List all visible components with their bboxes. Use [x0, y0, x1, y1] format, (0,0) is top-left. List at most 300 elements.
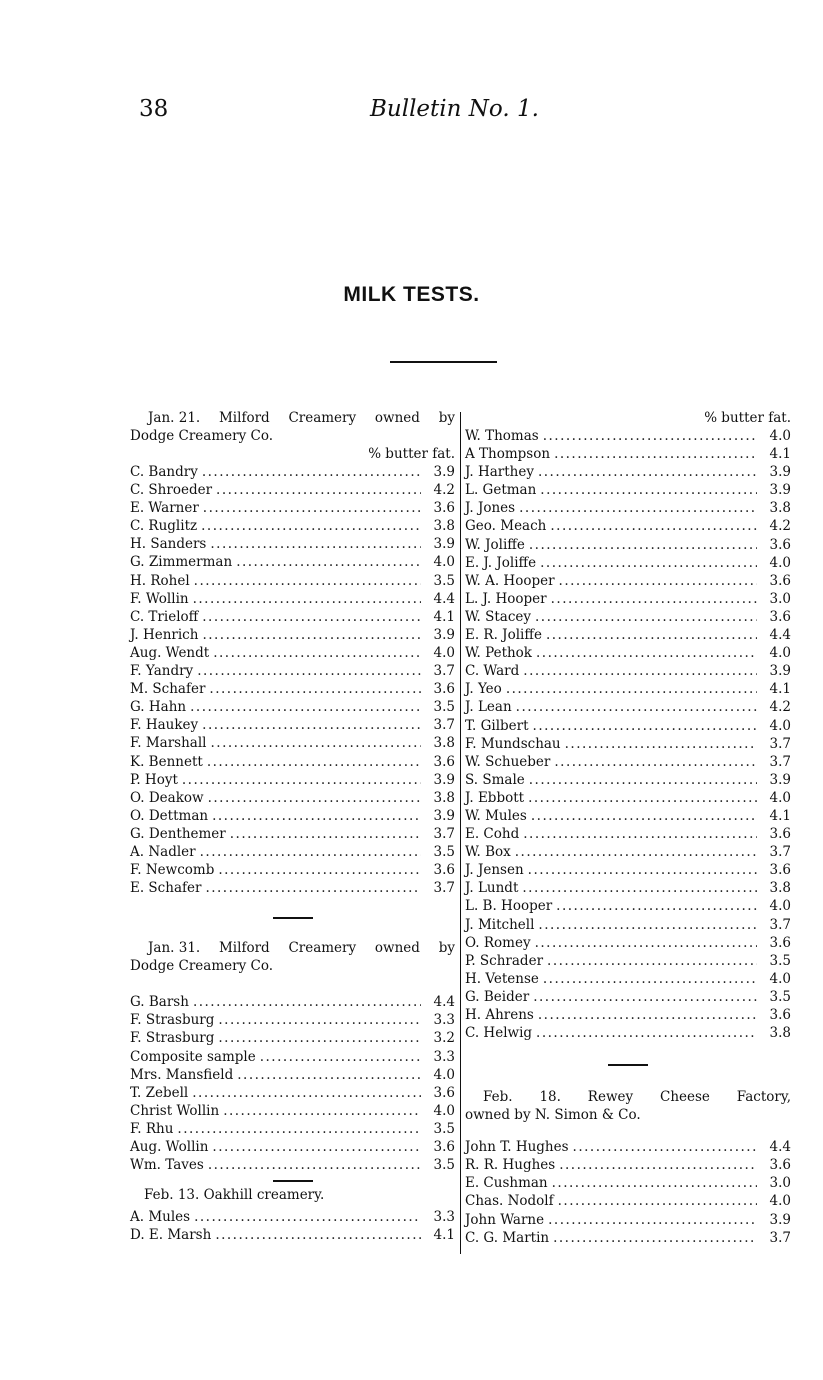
table-row — [130, 590, 455, 608]
leader-dots — [212, 807, 421, 825]
butter-fat-value: 3.6 — [433, 500, 455, 517]
patron-name: H. Vetense — [465, 970, 539, 987]
leader-dots — [237, 1066, 421, 1084]
patron-name: E. R. Joliffe — [465, 627, 542, 644]
patron-name: J. Lean — [465, 699, 512, 716]
patron-name: T. Gilbert — [465, 717, 529, 734]
leader-dots — [202, 626, 421, 644]
butter-fat-value: 3.9 — [433, 807, 455, 824]
butter-fat-value: 3.6 — [433, 753, 455, 770]
patron-name: John Warne — [465, 1211, 545, 1228]
butter-fat-value: 3.9 — [769, 771, 791, 788]
patron-name: D. E. Marsh — [130, 1227, 212, 1244]
patron-name: C. Trieloff — [130, 608, 199, 625]
butter-fat-value: 4.0 — [769, 898, 791, 915]
leader-dots — [573, 1138, 757, 1156]
section-feb-18-heading — [465, 1088, 791, 1124]
patron-name: F. Yandry — [130, 663, 194, 680]
table-row — [130, 572, 455, 590]
patron-name: A Thompson — [465, 446, 551, 463]
butter-fat-value: 4.1 — [769, 446, 791, 463]
butter-fat-value: 3.8 — [769, 1025, 791, 1042]
leader-dots — [193, 993, 421, 1011]
unit-label: % butter fat. — [704, 410, 791, 426]
leader-dots — [208, 1156, 421, 1174]
heading-word: Cheese — [660, 1089, 710, 1106]
table-row — [130, 716, 455, 734]
butter-fat-value: 4.4 — [433, 994, 455, 1011]
table-row — [465, 445, 791, 463]
leader-dots — [190, 698, 421, 716]
patron-name: Christ Wollin — [130, 1102, 220, 1119]
table-row — [465, 916, 791, 934]
butter-fat-value: 3.9 — [769, 464, 791, 481]
butter-fat-value: 3.5 — [433, 1157, 455, 1174]
butter-fat-value: 3.9 — [433, 536, 455, 553]
patron-name: Wm. Taves — [130, 1157, 204, 1174]
table-row — [465, 608, 791, 626]
table-row — [130, 608, 455, 626]
butter-fat-value: 3.5 — [769, 952, 791, 969]
patron-name: W. Joliffe — [465, 536, 525, 553]
leader-dots — [223, 1102, 421, 1120]
patron-name: Aug. Wendt — [130, 644, 210, 661]
butter-fat-value: 4.4 — [769, 1139, 791, 1156]
table-row — [130, 1011, 455, 1029]
running-title: Bulletin No. 1. — [370, 96, 539, 122]
butter-fat-value: 3.6 — [769, 826, 791, 843]
leader-dots — [552, 1174, 757, 1192]
table-row — [465, 771, 791, 789]
patron-name: K. Bennett — [130, 753, 203, 770]
leader-dots — [201, 517, 421, 535]
table-row — [130, 1029, 455, 1047]
patron-name: L. Getman — [465, 482, 537, 499]
leader-dots — [519, 499, 757, 517]
patron-name: F. Rhu — [130, 1120, 174, 1137]
patron-name: J. Harthey — [465, 464, 534, 481]
butter-fat-value: 3.7 — [769, 844, 791, 861]
table-row — [130, 1156, 455, 1174]
leader-dots — [523, 825, 757, 843]
butter-fat-value: 4.0 — [769, 645, 791, 662]
patron-name: C. Shroeder — [130, 482, 213, 499]
table-row — [465, 717, 791, 735]
butter-fat-value: 3.5 — [433, 572, 455, 589]
patron-name: Composite sample — [130, 1048, 256, 1065]
leader-dots — [547, 952, 757, 970]
butter-fat-value: 3.5 — [433, 1120, 455, 1137]
patron-name: G. Beider — [465, 988, 530, 1005]
butter-fat-value: 3.7 — [433, 825, 455, 842]
table-row — [465, 1192, 791, 1210]
leader-dots — [556, 897, 757, 915]
leader-dots — [522, 879, 757, 897]
butter-fat-value: 3.6 — [433, 1139, 455, 1155]
butter-fat-value: 4.0 — [769, 970, 791, 987]
table-row — [465, 662, 791, 680]
table-row — [130, 481, 455, 499]
table-row — [130, 1102, 455, 1120]
patron-name: T. Zebell — [130, 1084, 189, 1101]
heading-word: Jan. 31. — [148, 940, 201, 957]
butter-fat-value: 3.6 — [769, 1157, 791, 1174]
table-row — [465, 463, 791, 481]
table-row — [465, 1211, 791, 1229]
heading-word: Creamery — [288, 940, 357, 957]
table-row — [465, 644, 791, 662]
table-row — [465, 897, 791, 915]
butter-fat-value: 3.3 — [433, 1209, 455, 1226]
patron-name: J. Yeo — [465, 681, 502, 698]
patron-name: F. Mundschau — [465, 735, 561, 752]
table-row — [130, 753, 455, 771]
patron-name: J. Henrich — [130, 626, 199, 643]
section-heading-line: Dodge Creamery Co. — [130, 428, 274, 444]
section-feb-13-list — [130, 1208, 455, 1244]
butter-fat-value: 3.6 — [769, 536, 791, 553]
section-jan-21-heading — [130, 409, 455, 445]
leader-dots — [536, 644, 757, 662]
butter-fat-value: 3.7 — [769, 1229, 791, 1246]
right-column — [465, 409, 791, 1247]
butter-fat-value: 4.4 — [433, 590, 455, 607]
butter-fat-value: 3.6 — [769, 934, 791, 951]
butter-fat-value: 3.7 — [769, 916, 791, 933]
heading-word: Feb. — [483, 1089, 513, 1106]
table-row — [465, 680, 791, 698]
patron-name: Mrs. Mansfield — [130, 1066, 234, 1083]
leader-dots — [205, 879, 421, 897]
butter-fat-value: 3.2 — [433, 1030, 455, 1047]
leader-dots — [216, 481, 421, 499]
leader-dots — [506, 680, 757, 698]
butter-fat-value: 4.0 — [769, 554, 791, 571]
table-row — [465, 427, 791, 445]
leader-dots — [194, 1208, 421, 1226]
table-row — [130, 879, 455, 897]
table-row — [465, 1138, 791, 1156]
butter-fat-value: 3.5 — [769, 988, 791, 1005]
patron-name: E. Schafer — [130, 880, 202, 897]
leader-dots — [523, 662, 757, 680]
table-row — [130, 517, 455, 535]
leader-dots — [558, 1192, 757, 1210]
butter-fat-value: 3.6 — [769, 608, 791, 625]
leader-dots — [536, 1024, 757, 1042]
table-row — [130, 1066, 455, 1084]
patron-name: J. Jensen — [465, 862, 524, 879]
table-row — [465, 517, 791, 535]
patron-name: J. Lundt — [465, 880, 519, 897]
leader-dots — [210, 535, 421, 553]
table-row — [465, 536, 791, 554]
patron-name: O. Deakow — [130, 789, 204, 806]
leader-dots — [193, 590, 421, 608]
butter-fat-value: 3.9 — [433, 771, 455, 788]
leader-dots — [182, 771, 421, 789]
table-row — [130, 626, 455, 644]
patron-name: W. Stacey — [465, 608, 531, 625]
patron-name: F. Strasburg — [130, 1030, 215, 1047]
leader-dots — [515, 843, 757, 861]
leader-dots — [533, 988, 757, 1006]
table-row — [130, 789, 455, 807]
leader-dots — [554, 753, 757, 771]
table-row — [130, 1208, 455, 1226]
leader-dots — [538, 463, 757, 481]
leader-dots — [550, 517, 757, 535]
leader-dots — [543, 427, 757, 445]
leader-dots — [197, 662, 421, 680]
table-row — [465, 499, 791, 517]
table-row — [130, 698, 455, 716]
patron-name: C. Ruglitz — [130, 518, 198, 535]
butter-fat-value: 3.5 — [433, 843, 455, 860]
heading-word: 18. — [539, 1089, 561, 1106]
table-row — [130, 1138, 455, 1156]
table-row — [465, 481, 791, 499]
section-feb-13-heading: Feb. 13. Oakhill creamery. — [144, 1187, 325, 1204]
page-header — [0, 96, 823, 126]
patron-name: H. Sanders — [130, 536, 207, 553]
patron-name: Aug. Wollin — [130, 1139, 209, 1155]
leader-dots — [203, 499, 421, 517]
leader-dots — [194, 572, 421, 590]
leader-dots — [540, 554, 757, 572]
heading-word: Factory, — [736, 1089, 791, 1106]
butter-fat-value: 3.8 — [769, 500, 791, 517]
butter-fat-value: 4.0 — [769, 428, 791, 444]
butter-fat-value: 3.7 — [433, 663, 455, 680]
table-row — [130, 993, 455, 1011]
butter-fat-value: 4.2 — [433, 482, 455, 499]
section-heading-line — [465, 1088, 791, 1106]
section-jan-21-list — [130, 463, 455, 897]
table-row — [465, 753, 791, 771]
butter-fat-value: 3.6 — [769, 862, 791, 879]
patron-name: C. Ward — [465, 663, 520, 680]
leader-dots — [529, 536, 757, 554]
heading-word: Jan. 21. — [148, 410, 201, 426]
patron-name: W. Mules — [465, 807, 527, 824]
leader-dots — [540, 481, 757, 499]
leader-dots — [209, 680, 421, 698]
leader-dots — [212, 1138, 421, 1156]
leader-dots — [260, 1048, 421, 1066]
table-row — [465, 952, 791, 970]
leader-dots — [528, 789, 757, 807]
table-row — [130, 807, 455, 825]
patron-name: W. Box — [465, 844, 511, 861]
leader-dots — [200, 843, 421, 861]
table-row — [465, 554, 791, 572]
patron-name: John T. Hughes — [465, 1139, 569, 1156]
butter-fat-value: 3.6 — [433, 1084, 455, 1101]
table-row — [130, 662, 455, 680]
butter-fat-value: 3.9 — [769, 1211, 791, 1228]
table-row — [465, 825, 791, 843]
leader-dots — [202, 463, 421, 481]
butter-fat-value: 4.0 — [433, 644, 455, 661]
butter-fat-value: 3.0 — [769, 590, 791, 607]
butter-fat-value: 3.6 — [433, 681, 455, 698]
patron-name: P. Hoyt — [130, 771, 178, 788]
butter-fat-value: 3.6 — [769, 1007, 791, 1023]
section-heading-line — [130, 409, 455, 427]
patron-name: O. Dettman — [130, 807, 209, 824]
patron-name: W. Pethok — [465, 645, 532, 662]
butter-fat-value: 4.2 — [769, 699, 791, 716]
table-row — [465, 698, 791, 716]
table-row — [465, 843, 791, 861]
patron-name: W. Thomas — [465, 428, 539, 444]
patron-name: L. J. Hooper — [465, 590, 547, 607]
table-row — [465, 735, 791, 753]
heading-word: Creamery — [288, 410, 357, 426]
patron-name: G. Barsh — [130, 994, 189, 1011]
table-row — [465, 807, 791, 825]
patron-name: Chas. Nodolf — [465, 1193, 554, 1210]
butter-fat-value: 4.1 — [433, 608, 455, 625]
leader-dots — [218, 861, 421, 879]
butter-fat-value: 3.7 — [769, 735, 791, 752]
butter-fat-value: 3.7 — [433, 880, 455, 897]
butter-fat-value: 4.0 — [433, 1102, 455, 1119]
heading-word: by — [438, 940, 455, 957]
patron-name: F. Haukey — [130, 717, 199, 734]
butter-fat-value: 4.1 — [433, 1227, 455, 1244]
unit-label: % butter fat. — [368, 446, 455, 462]
patron-name: W. A. Hooper — [465, 572, 555, 589]
table-row — [130, 1120, 455, 1138]
table-row — [465, 1156, 791, 1174]
title-rule — [390, 361, 497, 363]
patron-name: W. Schueber — [465, 753, 551, 770]
leader-dots — [529, 771, 757, 789]
butter-fat-value: 4.0 — [433, 1066, 455, 1083]
leader-dots — [236, 553, 421, 571]
table-row — [130, 861, 455, 879]
table-row — [465, 1229, 791, 1247]
left-column — [130, 409, 455, 1244]
table-row — [130, 1226, 455, 1244]
butter-fat-value: 3.5 — [433, 699, 455, 716]
leader-dots — [535, 608, 757, 626]
leader-dots — [213, 644, 421, 662]
butter-fat-value: 4.0 — [769, 717, 791, 734]
table-row — [465, 970, 791, 988]
patron-name: O. Romey — [465, 934, 531, 951]
section-heading-line: owned by N. Simon & Co. — [465, 1107, 641, 1124]
butter-fat-value: 3.3 — [433, 1012, 455, 1029]
section-heading-line — [130, 939, 455, 957]
leader-dots — [192, 1084, 421, 1102]
butter-fat-value: 3.6 — [433, 862, 455, 879]
heading-word: owned — [374, 940, 420, 957]
patron-name: E. J. Joliffe — [465, 554, 537, 571]
patron-name: Geo. Meach — [465, 518, 547, 535]
table-row — [465, 879, 791, 897]
table-row — [465, 1006, 791, 1024]
patron-name: E. Cushman — [465, 1175, 548, 1192]
patron-name: P. Schrader — [465, 952, 544, 969]
leader-dots — [215, 1226, 421, 1244]
leader-dots — [230, 825, 421, 843]
patron-name: E. Warner — [130, 500, 199, 517]
butter-fat-value: 4.0 — [433, 554, 455, 571]
table-row — [130, 771, 455, 789]
butter-fat-value: 4.2 — [769, 518, 791, 535]
butter-fat-value: 3.6 — [769, 572, 791, 589]
table-row — [465, 626, 791, 644]
leader-dots — [218, 1029, 421, 1047]
butter-fat-value: 4.4 — [769, 627, 791, 644]
table-row — [130, 553, 455, 571]
leader-dots — [207, 753, 421, 771]
leader-dots — [553, 1229, 757, 1247]
butter-fat-value: 3.7 — [769, 753, 791, 770]
patron-name: J. Jones — [465, 500, 516, 517]
patron-name: R. R. Hughes — [465, 1157, 556, 1174]
patron-name: E. Cohd — [465, 826, 520, 843]
patron-name: F. Newcomb — [130, 862, 215, 879]
patron-name: A. Mules — [130, 1209, 191, 1226]
table-row — [130, 463, 455, 481]
butter-fat-value: 3.8 — [433, 789, 455, 806]
patron-name: G. Zimmerman — [130, 554, 233, 571]
leader-dots — [559, 572, 757, 590]
patron-name: L. B. Hooper — [465, 898, 553, 915]
table-row — [130, 499, 455, 517]
leader-dots — [546, 626, 757, 644]
leader-dots — [535, 934, 757, 952]
leader-dots — [177, 1120, 421, 1138]
butter-fat-value: 3.8 — [769, 880, 791, 897]
butter-fat-value: 3.8 — [433, 518, 455, 535]
butter-fat-value: 3.7 — [433, 717, 455, 734]
leader-dots — [202, 716, 421, 734]
section-heading-line: Dodge Creamery Co. — [130, 958, 274, 975]
page-number: 38 — [139, 96, 169, 122]
leader-dots — [531, 807, 757, 825]
patron-name: J. Ebbott — [465, 789, 525, 806]
patron-name: F. Wollin — [130, 590, 189, 607]
table-row — [465, 1174, 791, 1192]
butter-fat-value: 3.3 — [433, 1048, 455, 1065]
heading-word: Milford — [218, 940, 270, 957]
leader-dots — [543, 970, 757, 988]
butter-fat-value: 4.0 — [769, 1193, 791, 1210]
butter-fat-value: 3.0 — [769, 1175, 791, 1192]
patron-name: H. Rohel — [130, 572, 190, 589]
leader-dots — [533, 717, 757, 735]
section-jan-31-heading — [130, 939, 455, 975]
section-jan-31-list — [130, 993, 455, 1174]
leader-dots — [210, 734, 421, 752]
table-row — [465, 934, 791, 952]
leader-dots — [538, 916, 757, 934]
leader-dots — [528, 861, 757, 879]
butter-fat-value: 3.9 — [433, 464, 455, 480]
leader-dots — [548, 1211, 757, 1229]
leader-dots — [538, 1006, 757, 1024]
table-row — [130, 1048, 455, 1066]
table-row — [130, 734, 455, 752]
table-row — [465, 789, 791, 807]
table-row — [130, 644, 455, 662]
table-row — [130, 843, 455, 861]
